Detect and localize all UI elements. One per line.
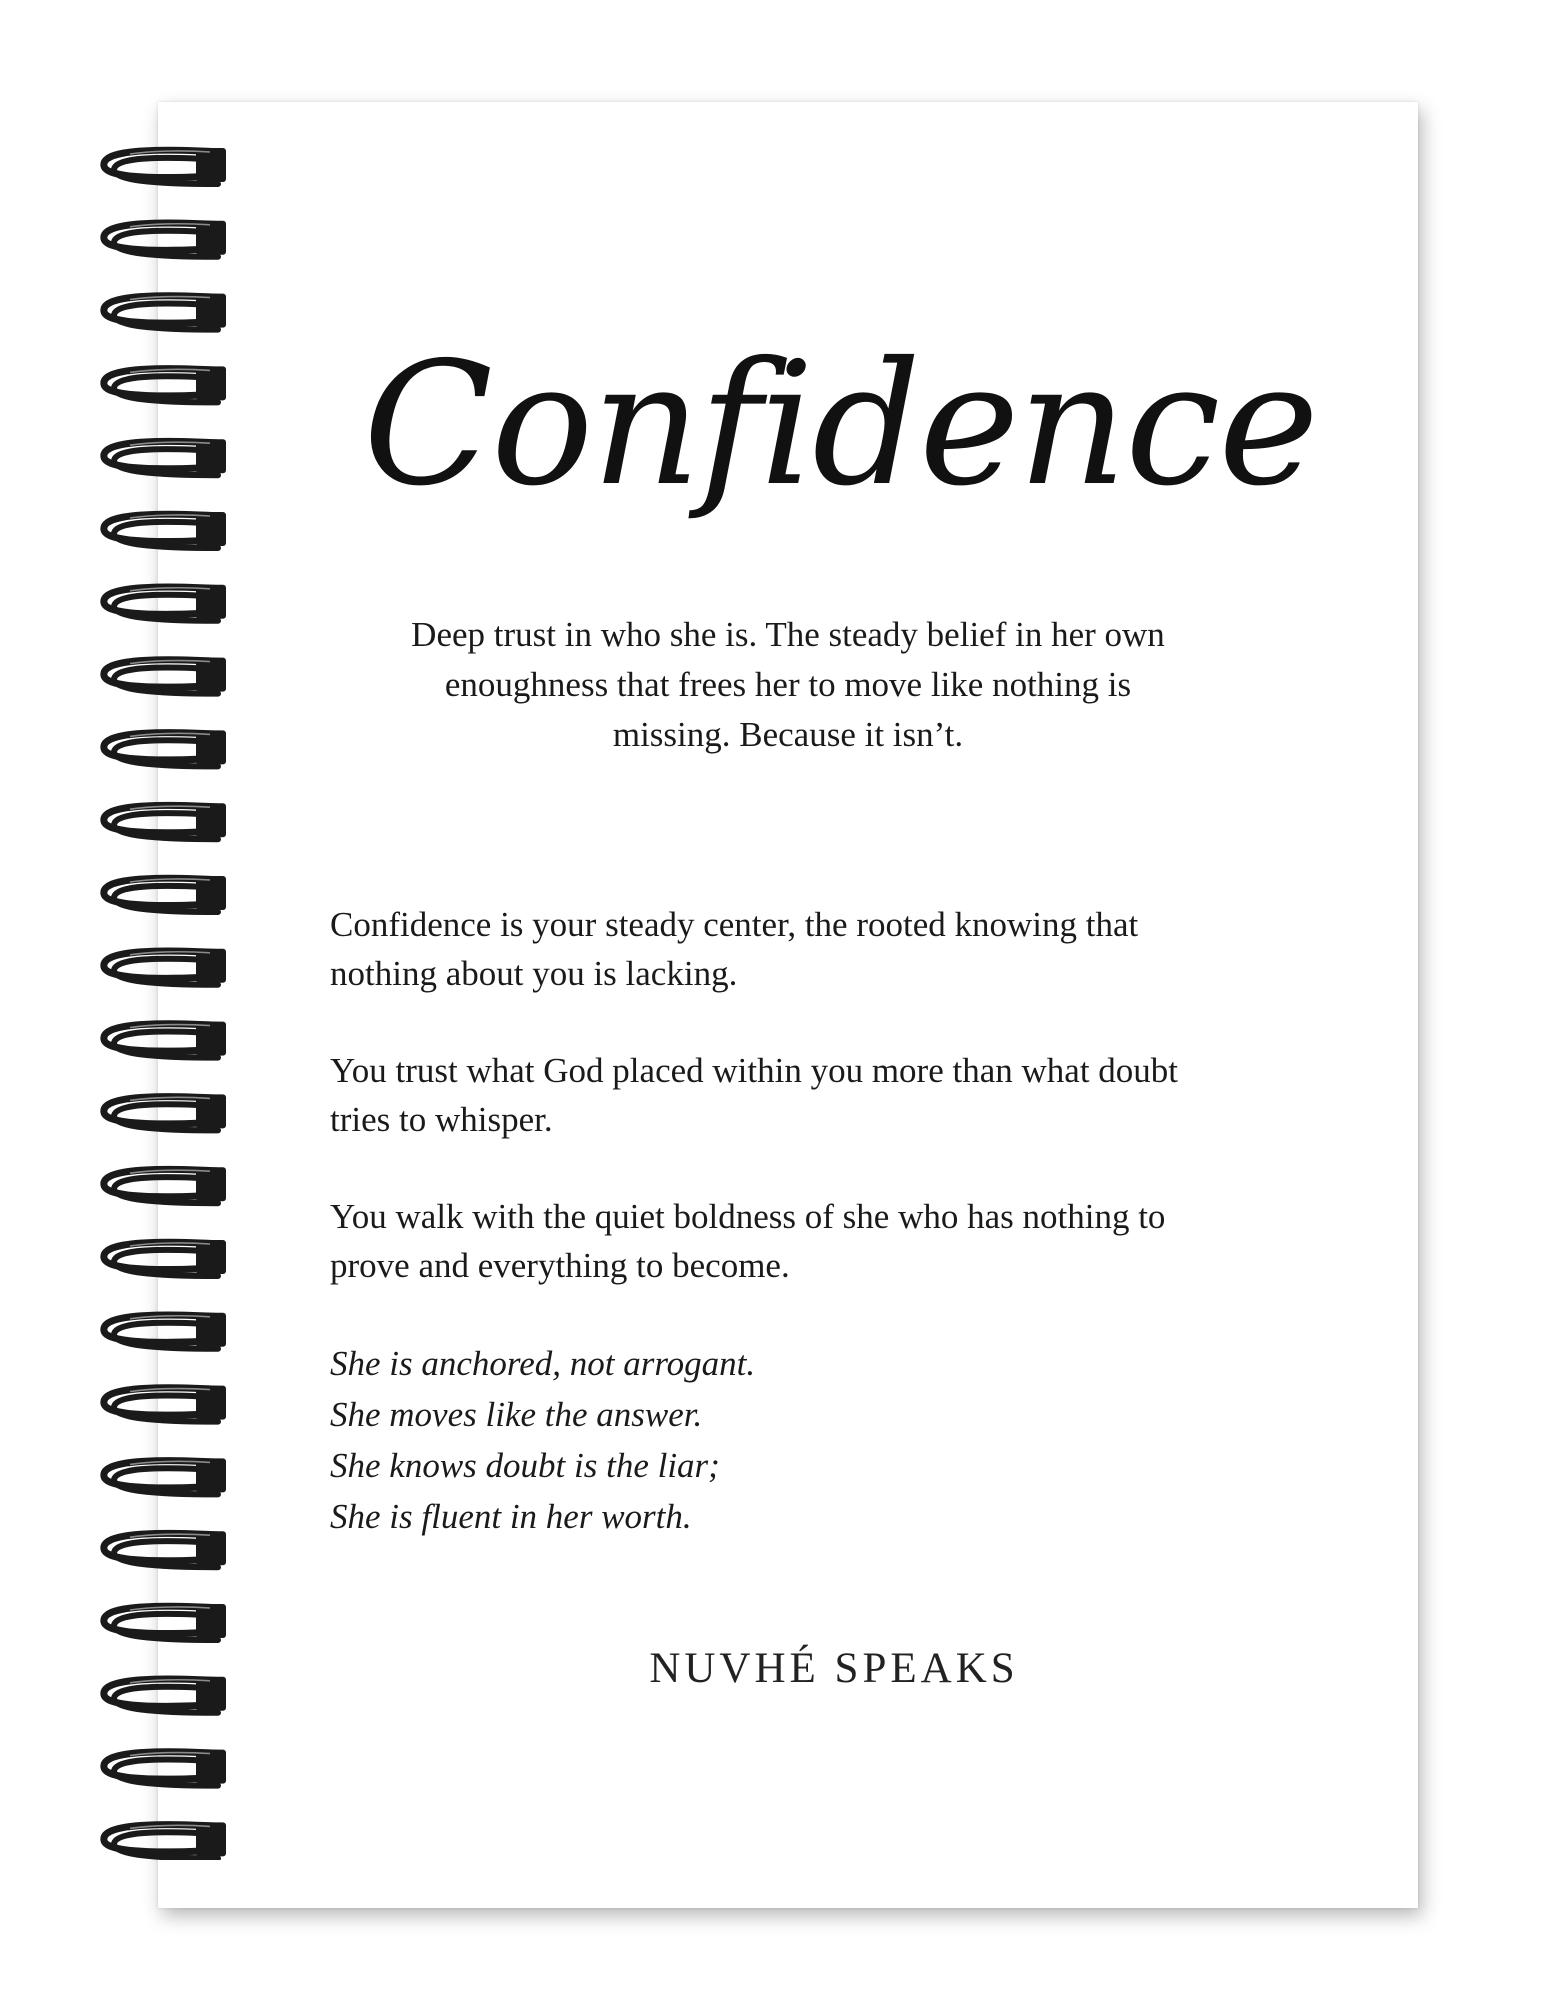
affirmation-line: She moves like the answer.	[330, 1395, 703, 1434]
spiral-coil	[104, 148, 226, 184]
spiral-coil	[104, 803, 226, 839]
spiral-coil	[104, 221, 226, 257]
spiral-coil	[104, 366, 226, 402]
page-title: Confidence	[363, 326, 1317, 524]
paragraph: You trust what God placed within you more than what doubt tries to whisper.	[330, 1051, 1179, 1139]
spiral-coil	[104, 1604, 226, 1640]
spiral-coil	[104, 294, 226, 330]
paragraph: You walk with the quiet boldness of she who has nothing to prove and everything to become.	[330, 1197, 1166, 1285]
spiral-coil	[104, 1531, 226, 1567]
spiral-coil	[104, 730, 226, 766]
affirmation-line: She knows doubt is the liar;	[330, 1446, 720, 1485]
paragraph: Confidence is your steady center, the rooted knowing that nothing about you is lacking.	[330, 905, 1139, 993]
spiral-coil	[104, 1677, 226, 1713]
spiral-coil	[104, 1386, 226, 1422]
spiral-coil	[104, 876, 226, 912]
spiral-coil	[104, 1313, 226, 1349]
brand-signature: NUVHÉ SPEAKS	[649, 1645, 1019, 1692]
notebook-page	[158, 102, 1418, 1908]
spiral-coil	[104, 439, 226, 475]
affirmation-line: She is anchored, not arrogant.	[330, 1344, 756, 1383]
spiral-coil	[104, 658, 226, 694]
spiral-coil	[104, 1240, 226, 1276]
spiral-coil	[104, 949, 226, 985]
spiral-coil	[104, 1822, 226, 1858]
spiral-coil	[104, 585, 226, 621]
body-text	[330, 900, 1230, 1542]
spiral-coil	[104, 1167, 226, 1203]
spiral-binding-icon	[100, 140, 230, 1860]
spiral-coil	[104, 1022, 226, 1058]
spiral-coil	[104, 512, 226, 548]
affirmations	[330, 1338, 1230, 1542]
spiral-coil	[104, 1750, 226, 1786]
spiral-coil	[104, 1458, 226, 1494]
definition-text: Deep trust in who she is. The steady belief in her own enoughness that frees her to move like nothing is missing. Because it isn’t.	[411, 615, 1165, 754]
spiral-coil	[104, 1094, 226, 1130]
affirmation-line: She is fluent in her worth.	[330, 1497, 692, 1536]
